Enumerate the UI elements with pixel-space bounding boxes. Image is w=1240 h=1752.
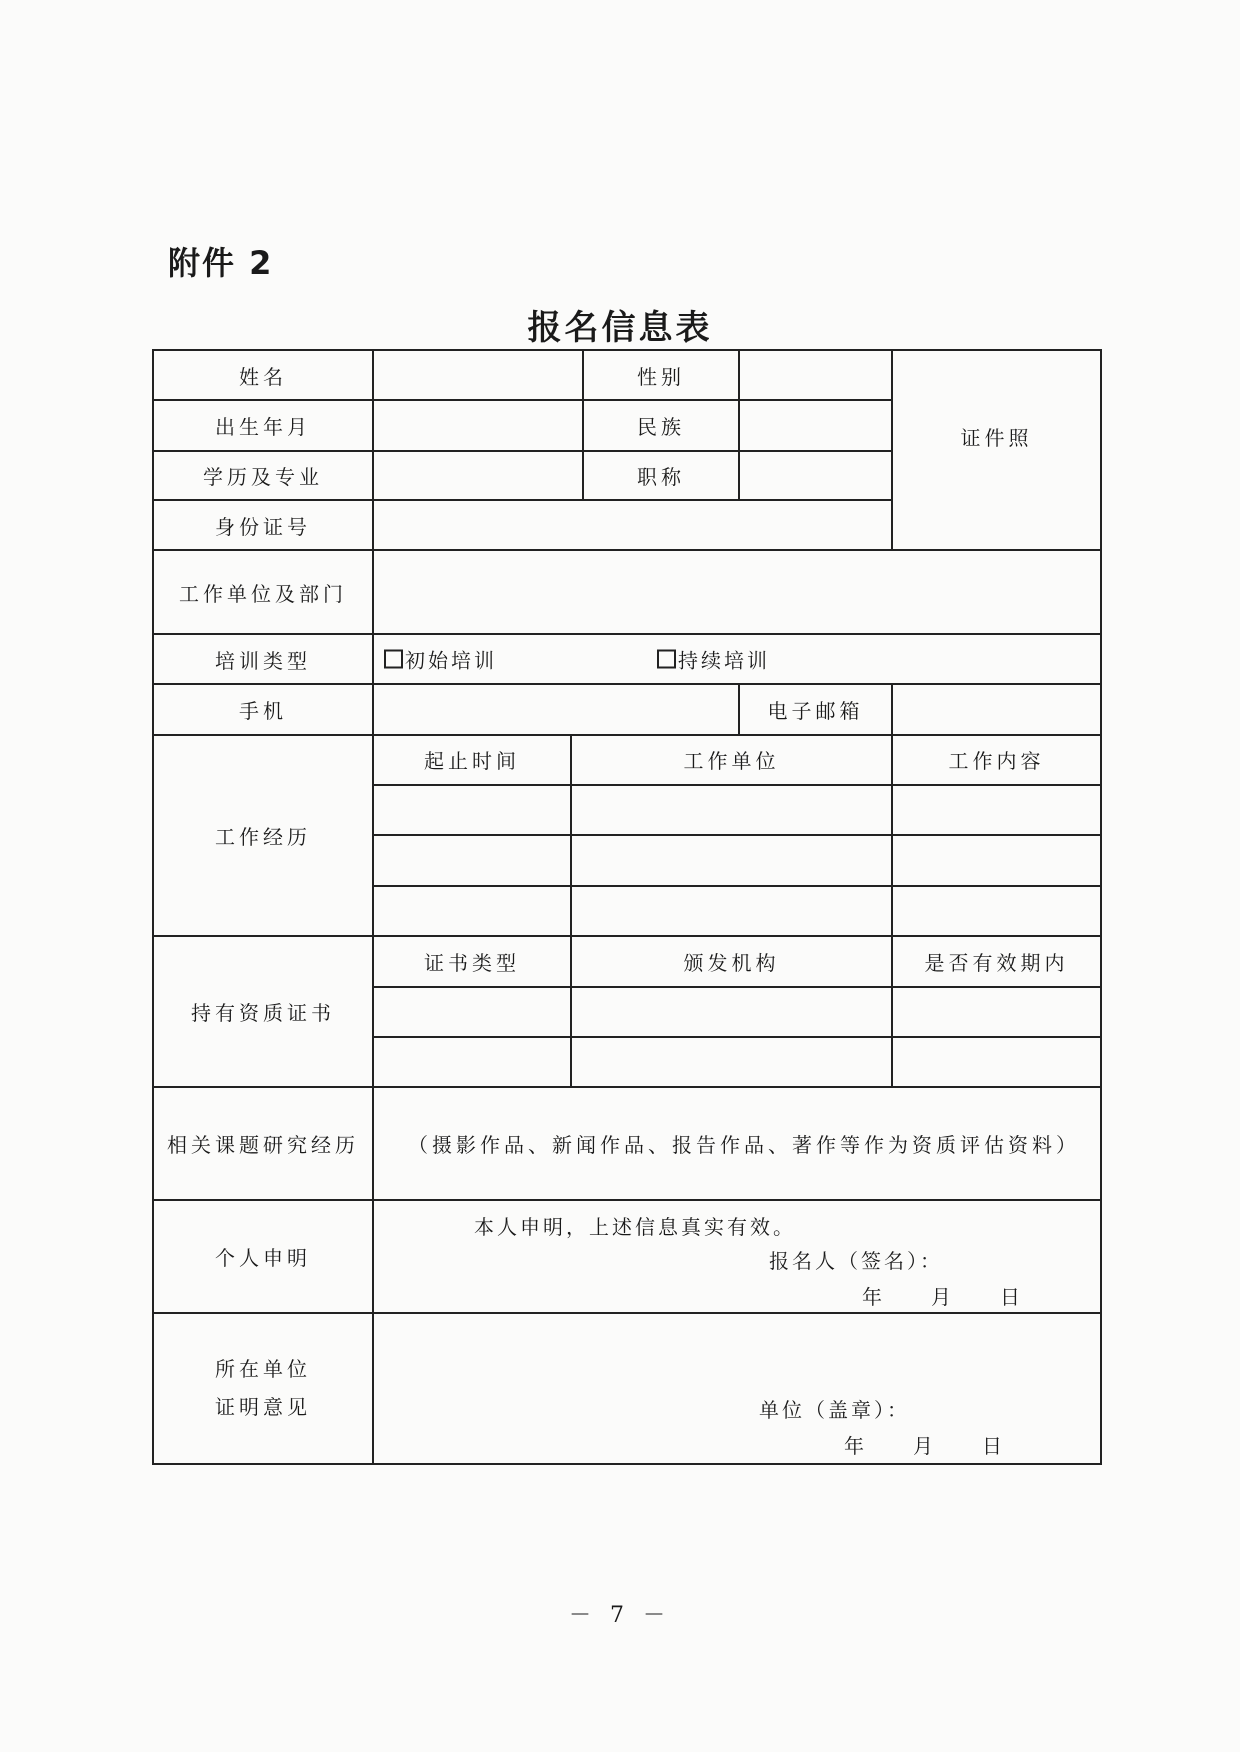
field-id-number[interactable] (373, 500, 892, 550)
label-certificates: 持有资质证书 (153, 936, 373, 1087)
declaration-signer: 报名人（签名）： (769, 1249, 943, 1274)
form-title: 报名信息表 (527, 308, 713, 348)
field-employer[interactable] (373, 550, 1101, 634)
photo-box[interactable] (892, 350, 1101, 550)
declaration-date: 年 月 日 (862, 1285, 1023, 1310)
row-training-type (153, 634, 1101, 684)
label-training-type: 培训类型 (153, 634, 373, 684)
cell-work-unit[interactable] (571, 835, 892, 885)
cell-validity[interactable] (892, 987, 1101, 1037)
label-birth: 出生年月 (153, 400, 373, 450)
declaration-statement: 本人申明，上述信息真实有效。 (474, 1215, 796, 1240)
row-research (153, 1087, 1101, 1200)
row-contact (153, 684, 1101, 734)
cell-period[interactable] (373, 886, 571, 936)
cell-work-content[interactable] (892, 785, 1101, 835)
field-phone[interactable] (373, 684, 739, 734)
checkbox-icon[interactable] (657, 650, 676, 669)
field-research[interactable] (373, 1087, 1101, 1200)
row-employer (153, 550, 1101, 634)
label-phone: 手机 (153, 684, 373, 734)
field-gender[interactable] (739, 350, 892, 400)
row-declaration (153, 1200, 1101, 1313)
row-work-header (153, 735, 1101, 785)
cell-work-unit[interactable] (571, 785, 892, 835)
research-note: （摄影作品、新闻作品、报告作品、著作等作为资质评估资料） (408, 1133, 1080, 1158)
row-cert-header (153, 936, 1101, 986)
field-ethnicity[interactable] (739, 400, 892, 450)
field-birth[interactable] (373, 400, 583, 450)
label-ethnicity: 民族 (583, 400, 739, 450)
label-gender: 性别 (583, 350, 739, 400)
label-employer: 工作单位及部门 (153, 550, 373, 634)
unit-seal: 单位（盖章）： (759, 1397, 910, 1422)
label-title-rank: 职称 (583, 451, 739, 500)
registration-form-table (152, 349, 1102, 1465)
label-photo: 证件照 (960, 425, 1033, 450)
field-name[interactable] (373, 350, 583, 400)
unit-date: 年 月 日 (844, 1433, 1005, 1458)
page-number: － 7 － (569, 1603, 671, 1628)
cell-period[interactable] (373, 835, 571, 885)
label-id-number: 身份证号 (153, 500, 373, 550)
label-unit-opinion-line1: 所在单位 (215, 1357, 311, 1382)
cell-cert-type[interactable] (373, 1037, 571, 1087)
header-issuer: 颁发机构 (571, 936, 892, 986)
cell-period[interactable] (373, 785, 571, 835)
field-email[interactable] (892, 684, 1101, 734)
cell-work-content[interactable] (892, 886, 1101, 936)
attachment-label: 附件 2 (168, 244, 274, 282)
cell-issuer[interactable] (571, 1037, 892, 1087)
cell-validity[interactable] (892, 1037, 1101, 1087)
label-unit-opinion (153, 1313, 373, 1464)
field-title-rank[interactable] (739, 451, 892, 500)
cell-issuer[interactable] (571, 987, 892, 1037)
row-unit-opinion (153, 1313, 1101, 1464)
field-education[interactable] (373, 451, 583, 500)
declaration-box[interactable] (373, 1200, 1101, 1313)
cell-work-unit[interactable] (571, 886, 892, 936)
header-work-content: 工作内容 (892, 735, 1101, 785)
row-name (153, 350, 1101, 400)
cell-work-content[interactable] (892, 835, 1101, 885)
label-work-history: 工作经历 (153, 735, 373, 936)
label-research: 相关课题研究经历 (153, 1087, 373, 1200)
header-work-unit: 工作单位 (571, 735, 892, 785)
training-options (373, 634, 1101, 684)
label-education: 学历及专业 (153, 451, 373, 500)
label-unit-opinion-line2: 证明意见 (215, 1395, 311, 1420)
cell-cert-type[interactable] (373, 987, 571, 1037)
option-continuing-training[interactable]: 持续培训 (657, 645, 770, 674)
label-declaration: 个人申明 (153, 1200, 373, 1313)
option-initial-training[interactable]: 初始培训 (384, 645, 497, 674)
header-period: 起止时间 (373, 735, 571, 785)
label-name: 姓名 (153, 350, 373, 400)
unit-opinion-box[interactable] (373, 1313, 1101, 1464)
header-cert-type: 证书类型 (373, 936, 571, 986)
label-email: 电子邮箱 (739, 684, 892, 734)
checkbox-icon[interactable] (384, 650, 403, 669)
header-validity: 是否有效期内 (892, 936, 1101, 986)
